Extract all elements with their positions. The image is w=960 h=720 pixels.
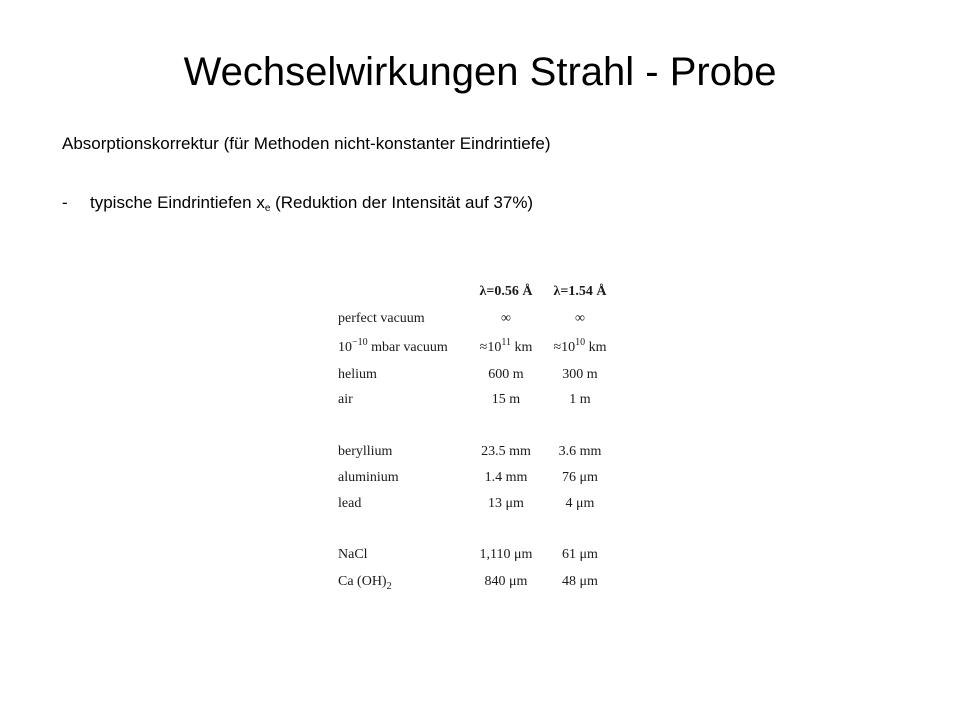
row-name: NaCl <box>338 547 368 562</box>
header-col2: λ=1.54 Å <box>553 284 607 299</box>
penetration-depth-table <box>320 274 620 604</box>
value-prefix: ≈10 <box>553 340 576 355</box>
row-value-col2: 61 μm <box>562 547 598 562</box>
header-col1: λ=0.56 Å <box>479 284 533 299</box>
row-name-sup: −10 <box>352 337 368 348</box>
row-name-prefix: Ca (OH) <box>338 574 387 589</box>
row-name: beryllium <box>338 444 393 459</box>
row-value-col1: 23.5 mm <box>481 444 531 459</box>
bullet-subscript: e <box>264 203 271 214</box>
value-sup: 11 <box>501 337 511 348</box>
bullet-text-after: (Reduktion der Intensität auf 37%) <box>270 193 534 212</box>
row-name: helium <box>338 367 377 382</box>
row-name-suffix: mbar vacuum <box>367 340 448 355</box>
row-value-col2: 3.6 mm <box>558 444 602 459</box>
bullet-dash: - <box>62 193 68 212</box>
row-value-col1: 13 μm <box>488 496 524 511</box>
row-name: aluminium <box>338 470 399 485</box>
row-value-col2: 1 m <box>569 392 591 407</box>
bullet-item <box>62 190 533 222</box>
row-value-col2: 76 μm <box>562 470 598 485</box>
value-prefix: ≈10 <box>479 340 502 355</box>
row-value-col1: 1.4 mm <box>484 470 528 485</box>
row-value-col2: 48 μm <box>562 574 598 589</box>
row-name-sub: 2 <box>386 581 392 592</box>
intro-text: Absorptionskorrektur (für Methoden nicht-konstanter Eindrintiefe) <box>62 134 551 153</box>
row-value-col1: 840 μm <box>484 574 528 589</box>
row-name <box>338 572 392 592</box>
value-suffix: km <box>585 340 607 355</box>
row-value-col2: ∞ <box>575 311 585 326</box>
row-name: perfect vacuum <box>338 311 425 326</box>
value-sup: 10 <box>575 337 586 348</box>
row-name: air <box>338 392 353 407</box>
row-value-col2 <box>542 338 618 358</box>
row-name: lead <box>338 496 362 511</box>
row-value-col1: 15 m <box>491 392 521 407</box>
row-value-col1: ∞ <box>501 311 511 326</box>
row-value-col2: 4 μm <box>565 496 595 511</box>
row-name-prefix: 10 <box>338 340 352 355</box>
slide-title: Wechselwirkungen Strahl - Probe <box>183 50 777 94</box>
row-value-col2: 300 m <box>562 367 598 382</box>
row-value-col1 <box>468 338 544 358</box>
row-name <box>338 338 448 358</box>
row-value-col1: 600 m <box>488 367 524 382</box>
value-suffix: km <box>510 340 533 355</box>
row-value-col1: 1,110 μm <box>479 547 533 562</box>
bullet-text-before: typische Eindrintiefen x <box>90 193 265 212</box>
